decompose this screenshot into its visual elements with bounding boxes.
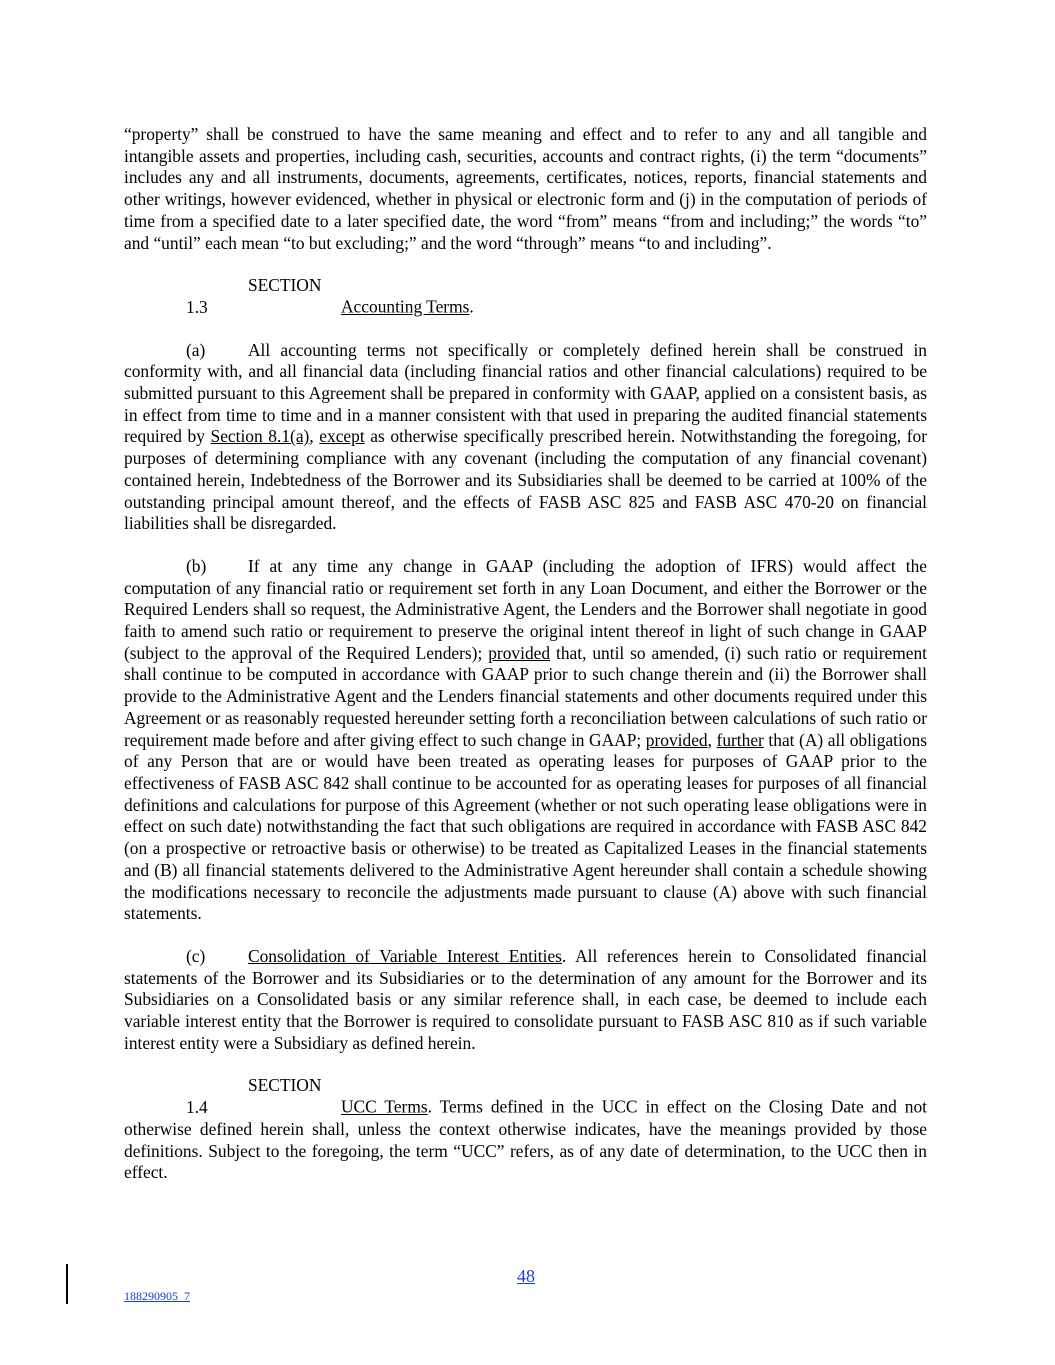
paragraph-a xyxy=(124,340,927,535)
paragraph-text: . All references herein to Consolidated financial statements of the Borrower and its Subsidiaries or to the determination of any amount for the Borrower and its Subsidiaries on a Consolidated basis or any similar reference shall, in each case, be deemed to include each variable interest entity that the Borrower is required to consolidate pursuant to FASB ASC 810 as if such variable interest entity were a Subsidiary as defined herein. xyxy=(124,945,927,1053)
revision-margin-bar xyxy=(66,1264,68,1304)
further-term: further xyxy=(716,729,764,750)
paragraph-label: (b) xyxy=(186,555,207,576)
section-title: Accounting Terms xyxy=(341,296,470,317)
paragraph-label: (c) xyxy=(186,945,206,966)
section-title-suffix: . xyxy=(469,296,474,317)
paragraph-heading: Consolidation of Variable Interest Entities xyxy=(248,945,562,966)
paragraph-b xyxy=(124,556,927,925)
separator: , xyxy=(309,426,320,447)
carry-over-paragraph: “property” shall be construed to have the same meaning and effect and to refer to any and all tangible and intangible assets and properties, including cash, securities, accounts and contract rights, (i) the term “documents” includes any and all instruments, documents, agreements, certificates, notices, reports, financial statements and other writings, however evidenced, whether in physical or electronic form and (j) in the computation of periods of time from a specified date to a later specified date, the word “from” means “from and including;” the words “to” and “until” each mean “to but excluding;” and the word “through” means “to and including”. xyxy=(124,124,927,253)
paragraph-label: (a) xyxy=(186,339,206,360)
section-1-4-paragraph xyxy=(124,1075,927,1184)
section-number: SECTION 1.4 xyxy=(186,1075,322,1118)
paragraph-text: that (A) all obligations of any Person that are or would have been treated as operating leases for purposes of GAAP prior to the effectiveness of FASB ASC 842 shall continue to be accounted for as operating leases for purposes of all financial definitions and calculations for purpose of this Agreement (whether or not such operating lease obligations were in effect on such date) notwithstanding the fact that such obligations are required in accordance with FASB ASC 842 (on a prospective or retroactive basis or otherwise) to be treated as Capitalized Leases in the financial statements and (B) all financial statements delivered to the Administrative Agent hereunder shall contain a schedule showing the modifications necessary to reconcile the adjustments made pursuant to clause (A) above with such financial statements. xyxy=(124,729,927,924)
provided-term: provided xyxy=(488,642,551,663)
separator: , xyxy=(707,729,717,750)
paragraph-text: All accounting terms not specifically or completely defined herein shall be construed in conformity with, and all financial data (including financial ratios and other financial calculations) required to be submitted pursuant to this Agreement shall be prepared in conformity with GAAP, applied on a consistent basis, as in effect from time to time and in a manner consistent with that used in preparing the audited financial statements required by xyxy=(124,339,927,447)
page-number[interactable]: 48 xyxy=(517,1266,535,1286)
except-term: except xyxy=(319,426,365,447)
document-id[interactable]: 188290905_7 xyxy=(124,1289,190,1303)
section-reference: Section 8.1(a) xyxy=(210,426,310,447)
paragraph-text: If at any time any change in GAAP (including the adoption of IFRS) would affect the computation of any financial ratio or requirement set forth in any Loan Document, and either the Borrower or the Required Lenders shall so request, the Administrative Agent, the Lenders and the Borrower shall negotiate in good faith to amend such ratio or requirement to preserve the original intent thereof in light of such change in GAAP (subject to the approval of the Required Lenders); xyxy=(124,555,927,663)
document-page xyxy=(124,124,927,1205)
section-1-3-heading xyxy=(124,275,927,318)
paragraph-text: that, until so amended, (i) such ratio or requirement shall continue to be computed in accordance with GAAP prior to such change therein and (ii) the Borrower shall provide to the Administrative Agent and the Lenders financial statements and other documents required under this Agreement or as reasonably requested hereunder setting forth a reconciliation between calculations of such ratio or requirement made before and after giving effect to such change in GAAP; xyxy=(124,642,927,750)
section-number: SECTION 1.3 xyxy=(186,275,322,317)
paragraph-text: as otherwise specifically prescribed herein. Notwithstanding the foregoing, for purposes of determining compliance with any covenant (including the computation of any financial covenant) contained herein, Indebtedness of the Borrower and its Subsidiaries shall be deemed to be carried at 100% of the outstanding principal amount thereof, and the effects of FASB ASC 825 and FASB ASC 470-20 on financial liabilities shall be disregarded. xyxy=(124,426,927,534)
provided-term: provided xyxy=(645,729,708,750)
section-title: UCC Terms xyxy=(341,1097,428,1118)
section-text: . Terms defined in the UCC in effect on the Closing Date and not otherwise defined herein shall, unless the context otherwise indicates, have the meanings provided by those definitions. Subject to the foregoing, the term “UCC” refers, as of any date of determination, to the UCC then in effect. xyxy=(124,1097,927,1183)
paragraph-c xyxy=(124,946,927,1055)
